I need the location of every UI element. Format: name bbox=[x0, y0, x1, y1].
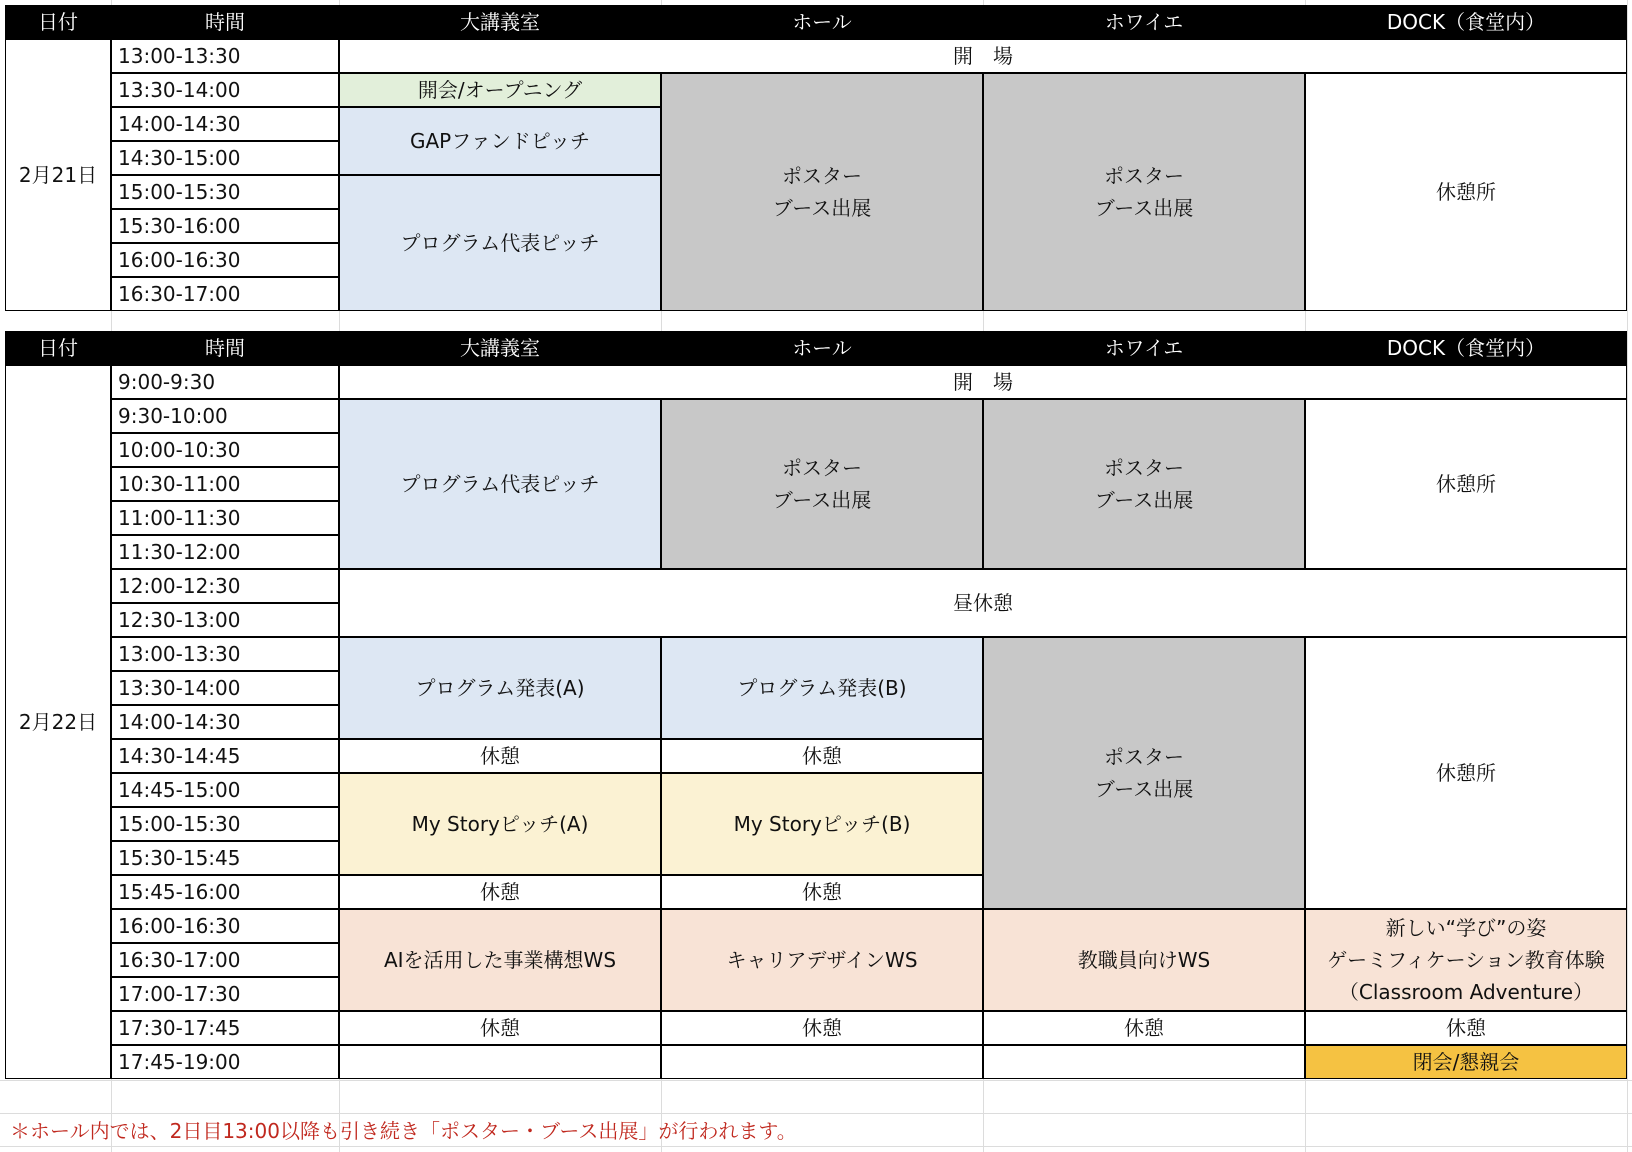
header-time: 時間 bbox=[111, 5, 339, 39]
day2-break: 休憩 bbox=[339, 875, 661, 909]
day2-break: 休憩 bbox=[1305, 1011, 1627, 1045]
poster-line2: ブース出展 bbox=[1094, 488, 1194, 512]
day2-dock-rest-area-pm: 休憩所 bbox=[1305, 637, 1627, 909]
day2-presentation-b: プログラム発表(B) bbox=[661, 637, 983, 739]
day2-time-slot: 11:00-11:30 bbox=[111, 501, 339, 535]
day1-gap-fund-pitch: GAPファンドピッチ bbox=[339, 107, 661, 175]
day2-time-slot: 10:30-11:00 bbox=[111, 467, 339, 501]
day2-time-slot: 13:30-14:00 bbox=[111, 671, 339, 705]
day2-time-slot: 17:45-19:00 bbox=[111, 1045, 339, 1079]
day2-break: 休憩 bbox=[661, 739, 983, 773]
header-date: 日付 bbox=[5, 331, 111, 365]
day2-closing-party: 閉会/懇親会 bbox=[1305, 1045, 1627, 1079]
day2-break: 休憩 bbox=[661, 1011, 983, 1045]
day2-foyer-poster-pm bbox=[983, 637, 1305, 909]
day1-date: 2月21日 bbox=[5, 39, 111, 311]
day2-time-slot: 13:00-13:30 bbox=[111, 637, 339, 671]
header-dock: DOCK（食堂内） bbox=[1305, 5, 1627, 39]
empty-cell bbox=[661, 1045, 983, 1079]
day2-time-slot: 16:30-17:00 bbox=[111, 943, 339, 977]
header-date: 日付 bbox=[5, 5, 111, 39]
day1-time-slot: 16:00-16:30 bbox=[111, 243, 339, 277]
day2-dock-gamification bbox=[1305, 909, 1627, 1011]
day1-time-slot: 13:30-14:00 bbox=[111, 73, 339, 107]
header-lecture-hall: 大講義室 bbox=[339, 5, 661, 39]
footnote: ＊ホール内では、2日目13:00以降も引き続き「ポスター・ブース出展」が行われます。 bbox=[10, 1119, 797, 1143]
day2-time-slot: 14:00-14:30 bbox=[111, 705, 339, 739]
poster-line2: ブース出展 bbox=[772, 488, 872, 512]
poster-line1: ポスター bbox=[1104, 456, 1184, 480]
poster-line1: ポスター bbox=[1104, 164, 1184, 188]
day2-break: 休憩 bbox=[339, 1011, 661, 1045]
day2-foyer-poster-am bbox=[983, 399, 1305, 569]
day2-time-slot: 14:45-15:00 bbox=[111, 773, 339, 807]
dock-line2: ゲーミフィケーション教育体験 bbox=[1327, 948, 1605, 972]
day1-time-slot: 14:30-15:00 bbox=[111, 141, 339, 175]
day1-opening-ceremony: 開会/オープニング bbox=[339, 73, 661, 107]
poster-line2: ブース出展 bbox=[1094, 777, 1194, 801]
day2-break: 休憩 bbox=[983, 1011, 1305, 1045]
day2-time-slot: 14:30-14:45 bbox=[111, 739, 339, 773]
dock-line1: 新しい“学び”の姿 bbox=[1385, 916, 1547, 940]
header-dock: DOCK（食堂内） bbox=[1305, 331, 1627, 365]
day2-hall-poster bbox=[661, 399, 983, 569]
day1-opening: 開 場 bbox=[339, 39, 1627, 73]
day1-time-slot: 15:30-16:00 bbox=[111, 209, 339, 243]
day2-time-slot: 15:30-15:45 bbox=[111, 841, 339, 875]
day2-time-slot: 17:30-17:45 bbox=[111, 1011, 339, 1045]
day2-time-slot: 9:00-9:30 bbox=[111, 365, 339, 399]
day2-time-slot: 12:00-12:30 bbox=[111, 569, 339, 603]
day2-time-slot: 16:00-16:30 bbox=[111, 909, 339, 943]
day1-hall-poster bbox=[661, 73, 983, 311]
day2-date: 2月22日 bbox=[5, 365, 111, 1079]
header-foyer: ホワイエ bbox=[983, 331, 1305, 365]
header-hall: ホール bbox=[661, 331, 983, 365]
poster-line2: ブース出展 bbox=[772, 196, 872, 220]
day2-time-slot: 15:00-15:30 bbox=[111, 807, 339, 841]
empty-cell bbox=[339, 1045, 661, 1079]
header-hall: ホール bbox=[661, 5, 983, 39]
day2-lunch-break: 昼休憩 bbox=[339, 569, 1627, 637]
header-time: 時間 bbox=[111, 331, 339, 365]
day2-break: 休憩 bbox=[661, 875, 983, 909]
day2-mystory-pitch-b: My Storyピッチ(B) bbox=[661, 773, 983, 875]
day1-time-slot: 13:00-13:30 bbox=[111, 39, 339, 73]
day2-ws-staff: 教職員向けWS bbox=[983, 909, 1305, 1011]
day2-ws-ai: AIを活用した事業構想WS bbox=[339, 909, 661, 1011]
day2-opening: 開 場 bbox=[339, 365, 1627, 399]
header-foyer: ホワイエ bbox=[983, 5, 1305, 39]
day2-time-slot: 17:00-17:30 bbox=[111, 977, 339, 1011]
day2-time-slot: 9:30-10:00 bbox=[111, 399, 339, 433]
day1-time-slot: 15:00-15:30 bbox=[111, 175, 339, 209]
day2-ws-career: キャリアデザインWS bbox=[661, 909, 983, 1011]
day1-foyer-poster bbox=[983, 73, 1305, 311]
day1-dock-rest-area: 休憩所 bbox=[1305, 73, 1627, 311]
day2-time-slot: 12:30-13:00 bbox=[111, 603, 339, 637]
poster-line1: ポスター bbox=[1104, 745, 1184, 769]
day2-time-slot: 11:30-12:00 bbox=[111, 535, 339, 569]
day1-time-slot: 16:30-17:00 bbox=[111, 277, 339, 311]
day2-presentation-a: プログラム発表(A) bbox=[339, 637, 661, 739]
day1-time-slot: 14:00-14:30 bbox=[111, 107, 339, 141]
day2-time-slot: 15:45-16:00 bbox=[111, 875, 339, 909]
day2-program-pitch: プログラム代表ピッチ bbox=[339, 399, 661, 569]
day2-time-slot: 10:00-10:30 bbox=[111, 433, 339, 467]
header-lecture-hall: 大講義室 bbox=[339, 331, 661, 365]
day2-dock-rest-area-am: 休憩所 bbox=[1305, 399, 1627, 569]
day2-break: 休憩 bbox=[339, 739, 661, 773]
day1-program-pitch: プログラム代表ピッチ bbox=[339, 175, 661, 311]
day2-mystory-pitch-a: My Storyピッチ(A) bbox=[339, 773, 661, 875]
poster-line2: ブース出展 bbox=[1094, 196, 1194, 220]
poster-line1: ポスター bbox=[782, 456, 862, 480]
dock-line3: （Classroom Adventure） bbox=[1338, 980, 1594, 1004]
empty-cell bbox=[983, 1045, 1305, 1079]
poster-line1: ポスター bbox=[782, 164, 862, 188]
